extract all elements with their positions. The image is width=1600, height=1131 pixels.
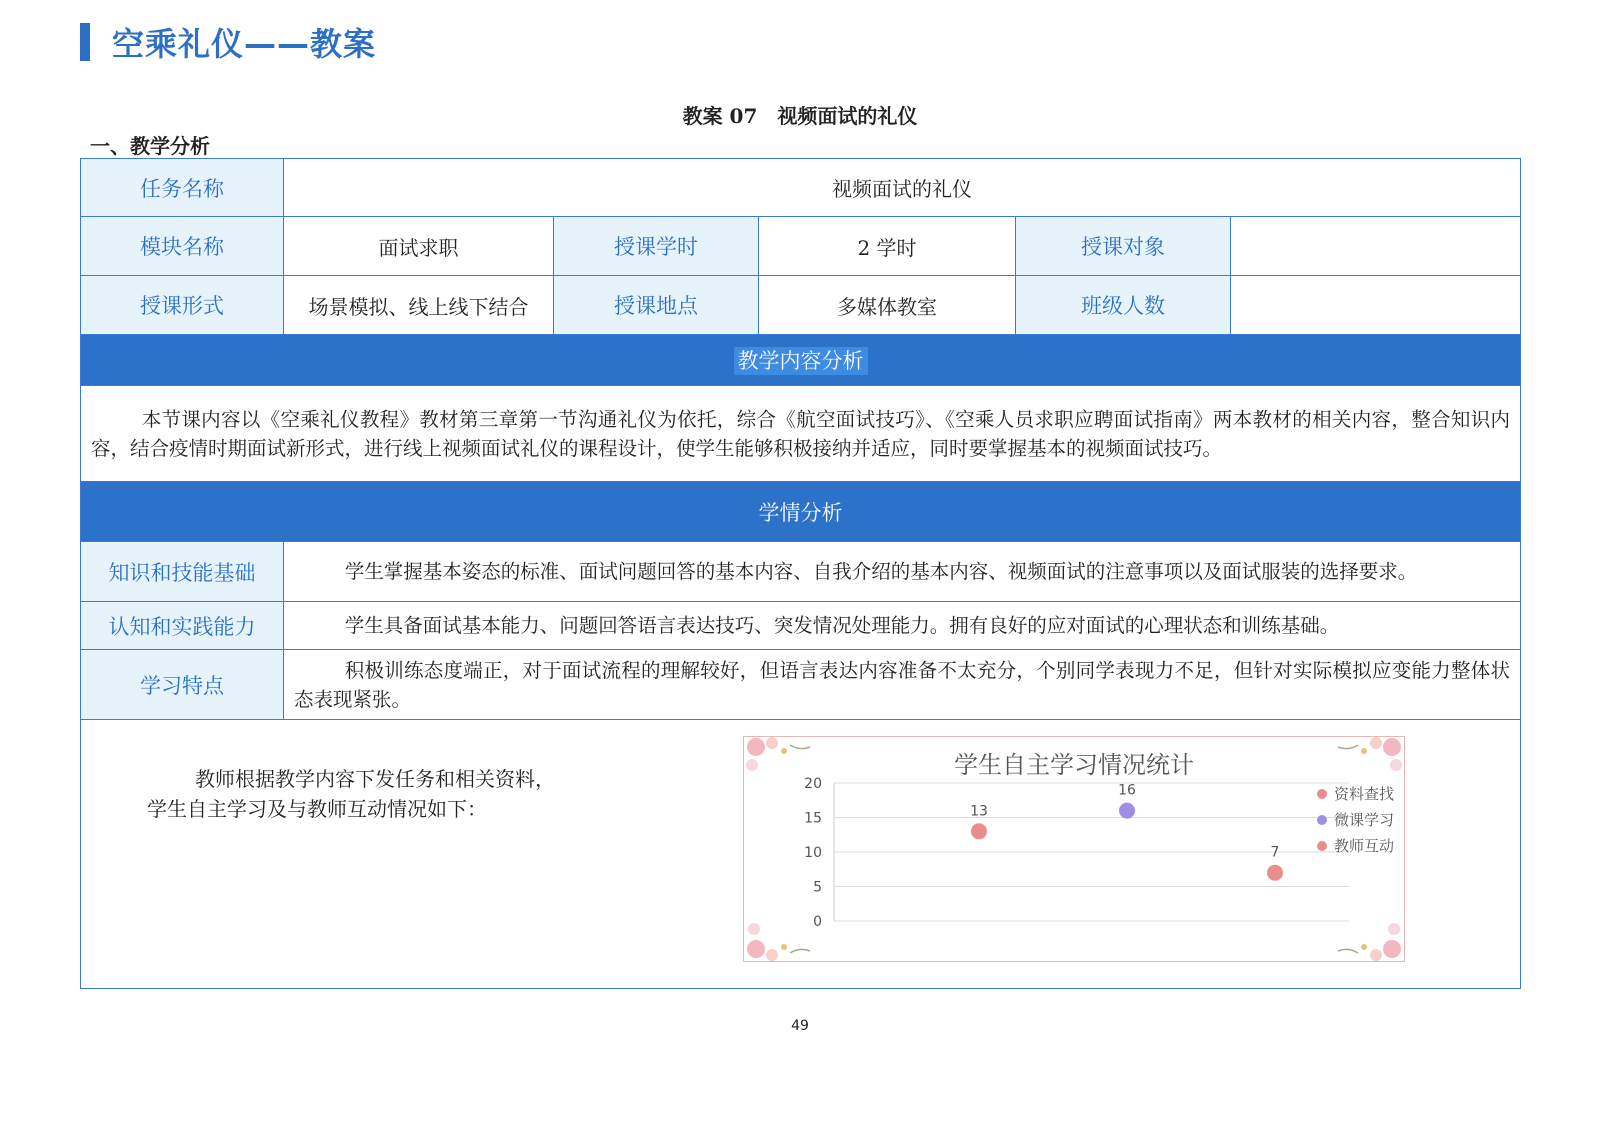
chart-row [81,720,1521,989]
chart-legend [1317,785,1394,855]
teaching-hours-value: 2 学时 [759,217,1016,276]
learning-traits-label: 学习特点 [81,650,284,720]
content-analysis-heading: 教学内容分析 [734,347,868,375]
y-tick-label: 5 [813,879,822,896]
audience-value [1231,217,1521,276]
table-row [81,159,1521,217]
teaching-hours-label: 授课学时 [554,217,759,276]
data-point [1119,803,1135,819]
table-row [81,217,1521,276]
chart-intro [147,764,555,824]
table-row [81,335,1521,386]
module-name-value: 面试求职 [284,217,554,276]
y-tick-label: 0 [813,914,822,930]
content-analysis-band [81,335,1521,386]
table-row [81,482,1521,542]
page-header [80,22,376,62]
learner-analysis-band [81,482,1521,542]
data-label: 13 [970,803,988,820]
data-label: 16 [1118,782,1136,799]
y-tick-label: 20 [804,776,822,792]
data-label: 7 [1270,844,1280,861]
teaching-form-label: 授课形式 [81,276,284,335]
cognitive-text: 学生具备面试基本能力、问题回答语言表达技巧、突发情况处理能力。拥有良好的应对面试的心理状态和训练基础。 [284,602,1521,650]
task-name-value: 视频面试的礼仪 [284,159,1521,217]
task-name-label: 任务名称 [81,159,284,217]
analysis-table [80,158,1521,989]
header-accent-bar [80,23,90,61]
floral-corner-bottom-left [747,923,810,961]
chart-intro-line2: 学生自主学习及与教师互动情况如下： [147,797,487,821]
y-tick-label: 15 [804,810,822,827]
audience-label: 授课对象 [1016,217,1231,276]
class-size-value [1231,276,1521,335]
floral-corner-top-right [1338,737,1402,771]
legend-label: 资料查找 [1334,785,1395,803]
table-row [81,276,1521,335]
y-tick-label: 10 [804,845,822,861]
floral-corner-top-left [746,737,810,771]
chart-title: 学生自主学习情况统计 [954,751,1194,779]
knowledge-text: 学生掌握基本姿态的标准、面试问题回答的基本内容、自我介绍的基本内容、视频面试的注意事项以及面试服装的选择要求。 [284,542,1521,602]
content-analysis-text: 本节课内容以《空乘礼仪教程》教材第三章第一节沟通礼仪为依托，综合《航空面试技巧》、《空乘人员求职应聘面试指南》两本教材的相关内容，整合知识内容，结合疫情时期面试新形式，进行线上视频面试礼仪的课程设计，使学生能够积极接纳并适应，同时要掌握基本的视频面试技巧。 [81,386,1521,482]
section-heading: 一、教学分析 [90,134,210,158]
class-size-label: 班级人数 [1016,276,1231,335]
table-row [81,602,1521,650]
chart-intro-line1: 教师根据教学内容下发任务和相关资料， [195,767,555,791]
lesson-title: 教案 07 视频面试的礼仪 [682,104,918,128]
table-row [81,386,1521,482]
page-number: 49 [791,1018,809,1034]
data-point [1267,865,1283,881]
learner-analysis-heading: 学情分析 [758,500,843,525]
header-title: 空乘礼仪——教案 [112,25,377,63]
floral-corner-bottom-right [1338,923,1401,961]
learning-traits-text: 积极训练态度端正，对于面试流程的理解较好，但语言表达内容准备不太充分，个别同学表现力不足，但针对实际模拟应变能力整体状态表现紧张。 [284,650,1521,720]
chart-svg [744,737,1404,961]
cognitive-label: 认知和实践能力 [81,602,284,650]
legend-label: 微课学习 [1334,811,1395,829]
module-name-label: 模块名称 [81,217,284,276]
table-row [81,542,1521,602]
legend-marker [1317,841,1327,851]
teaching-place-value: 多媒体教室 [759,276,1016,335]
chart-y-axis [804,776,822,930]
legend-marker [1317,815,1327,825]
chart-frame [743,736,1405,962]
legend-marker [1317,789,1327,799]
teaching-place-label: 授课地点 [554,276,759,335]
teaching-form-value: 场景模拟、线上线下结合 [284,276,554,335]
knowledge-label: 知识和技能基础 [81,542,284,602]
data-point [971,823,987,839]
table-row [81,650,1521,720]
table-row [81,720,1521,989]
chart-points [970,783,1283,881]
legend-label: 教师互动 [1334,837,1395,855]
